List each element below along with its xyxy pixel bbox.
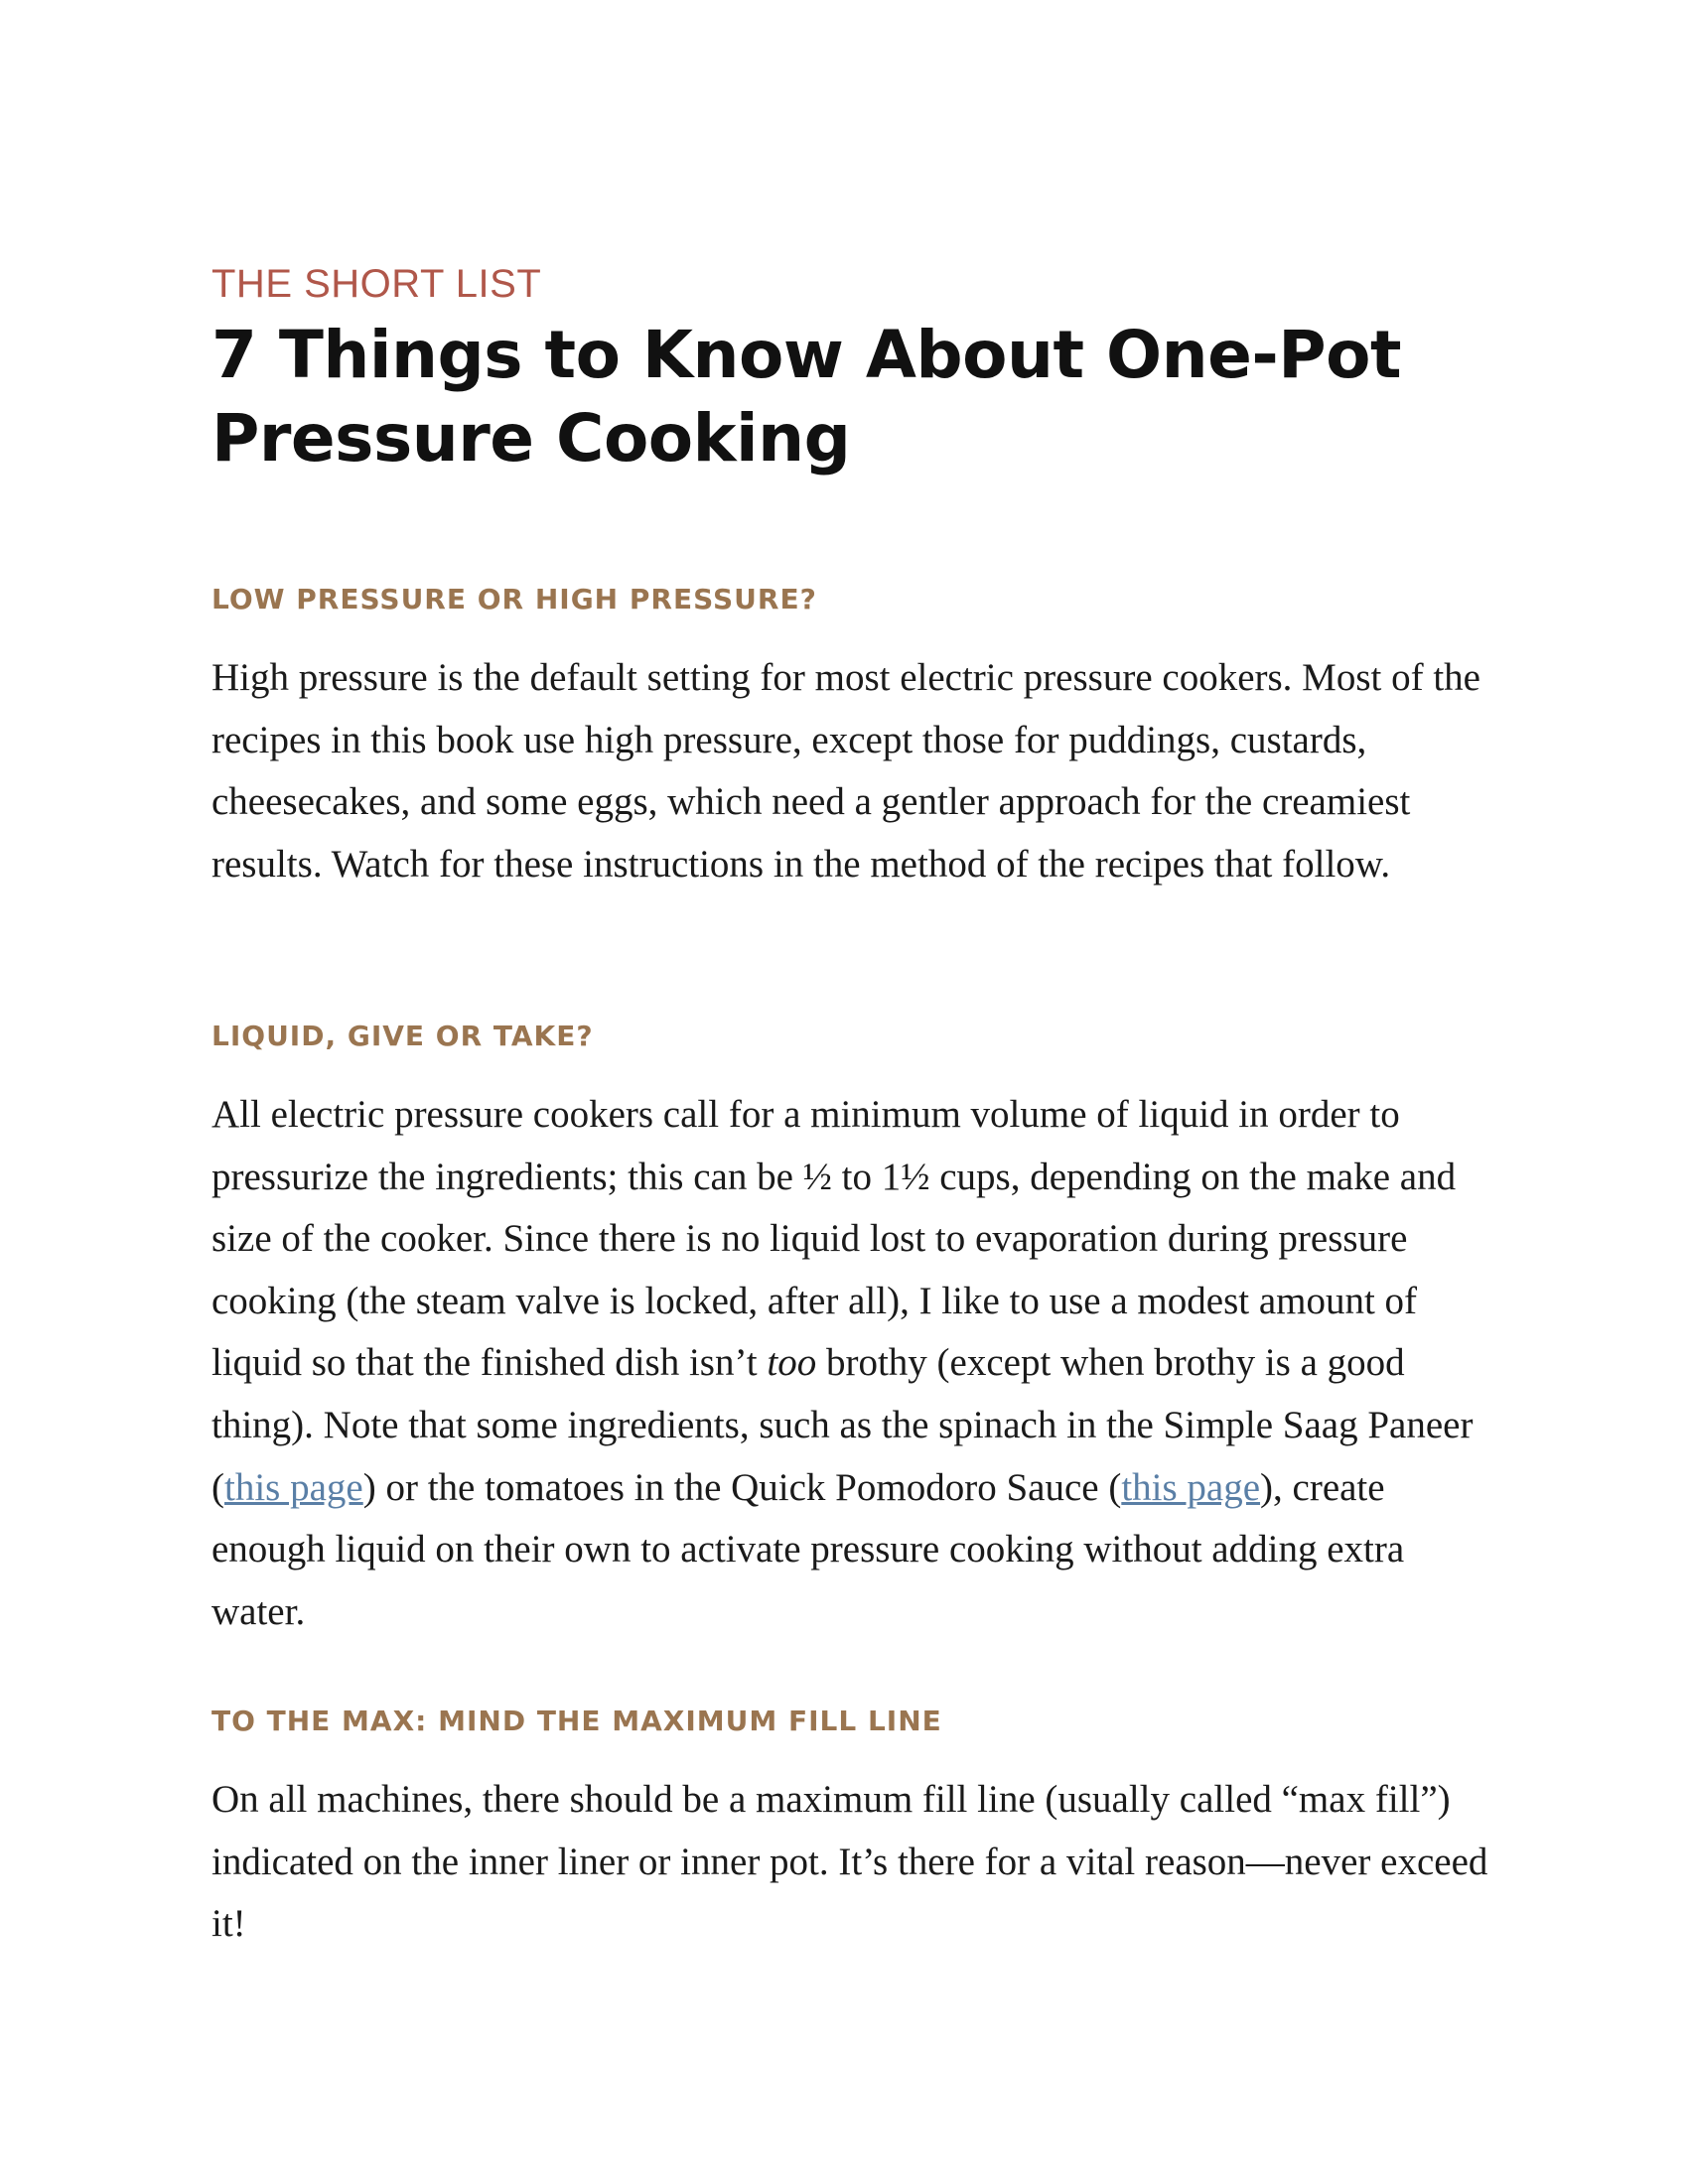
section-heading: LOW PRESSURE OR HIGH PRESSURE?: [211, 583, 817, 615]
page-title-line-2: Pressure Cooking: [211, 400, 851, 477]
section-heading: LIQUID, GIVE OR TAKE?: [211, 1020, 594, 1052]
emphasis-text: too: [767, 1341, 817, 1385]
this-page-link-pomodoro[interactable]: this page: [1121, 1465, 1261, 1509]
section-low-high-pressure: [211, 580, 1502, 895]
section-heading: TO THE MAX: MIND THE MAXIMUM FILL LINE: [211, 1705, 942, 1737]
section-body: On all machines, there should be a maximum fill line (usually called “max fill”) indicated on the inner liner or inner pot. It’s there for a vital reason—never exceed it!: [211, 1778, 1488, 1946]
section-kicker: THE SHORT LIST: [211, 262, 542, 306]
this-page-link-saag[interactable]: this page: [224, 1465, 363, 1509]
body-text: ) or the tomatoes in the Quick Pomodoro Sauce (: [362, 1465, 1122, 1509]
section-body: High pressure is the default setting for most electric pressure cookers. Most of the recipes in this book use high pressure, except those for puddings, custards, cheesecakes, and some eggs, which need a gentler approach for the creamiest results. Watch for these instructions in the method of the recipes that follow.: [211, 656, 1480, 886]
page-title-line-1: 7 Things to Know About One-Pot: [211, 317, 1402, 393]
page-content: [211, 256, 1502, 1946]
page-title: [211, 314, 1502, 480]
section-liquid: [211, 1017, 1502, 1643]
body-text: brothy (except when brothy is a good thing). Note that some ingredients, such as the spinach in the Simple Saag Paneer (: [211, 1341, 1474, 1509]
section-max-fill: [211, 1702, 1502, 1956]
body-text: ), create enough liquid on their own to activate pressure cooking without adding extra water.: [211, 1465, 1405, 1633]
section-body: [211, 1084, 1502, 1643]
body-text: All electric pressure cookers call for a minimum volume of liquid in order to pressurize the ingredients; this can be ½ to 1½ cups, depending on the make and size of the cooker. Since there is no liquid lost to evaporation during pressure cooking (the steam valve is locked, after all), I like to use a modest amount of liquid so that the finished dish isn’t: [211, 1093, 1457, 1385]
